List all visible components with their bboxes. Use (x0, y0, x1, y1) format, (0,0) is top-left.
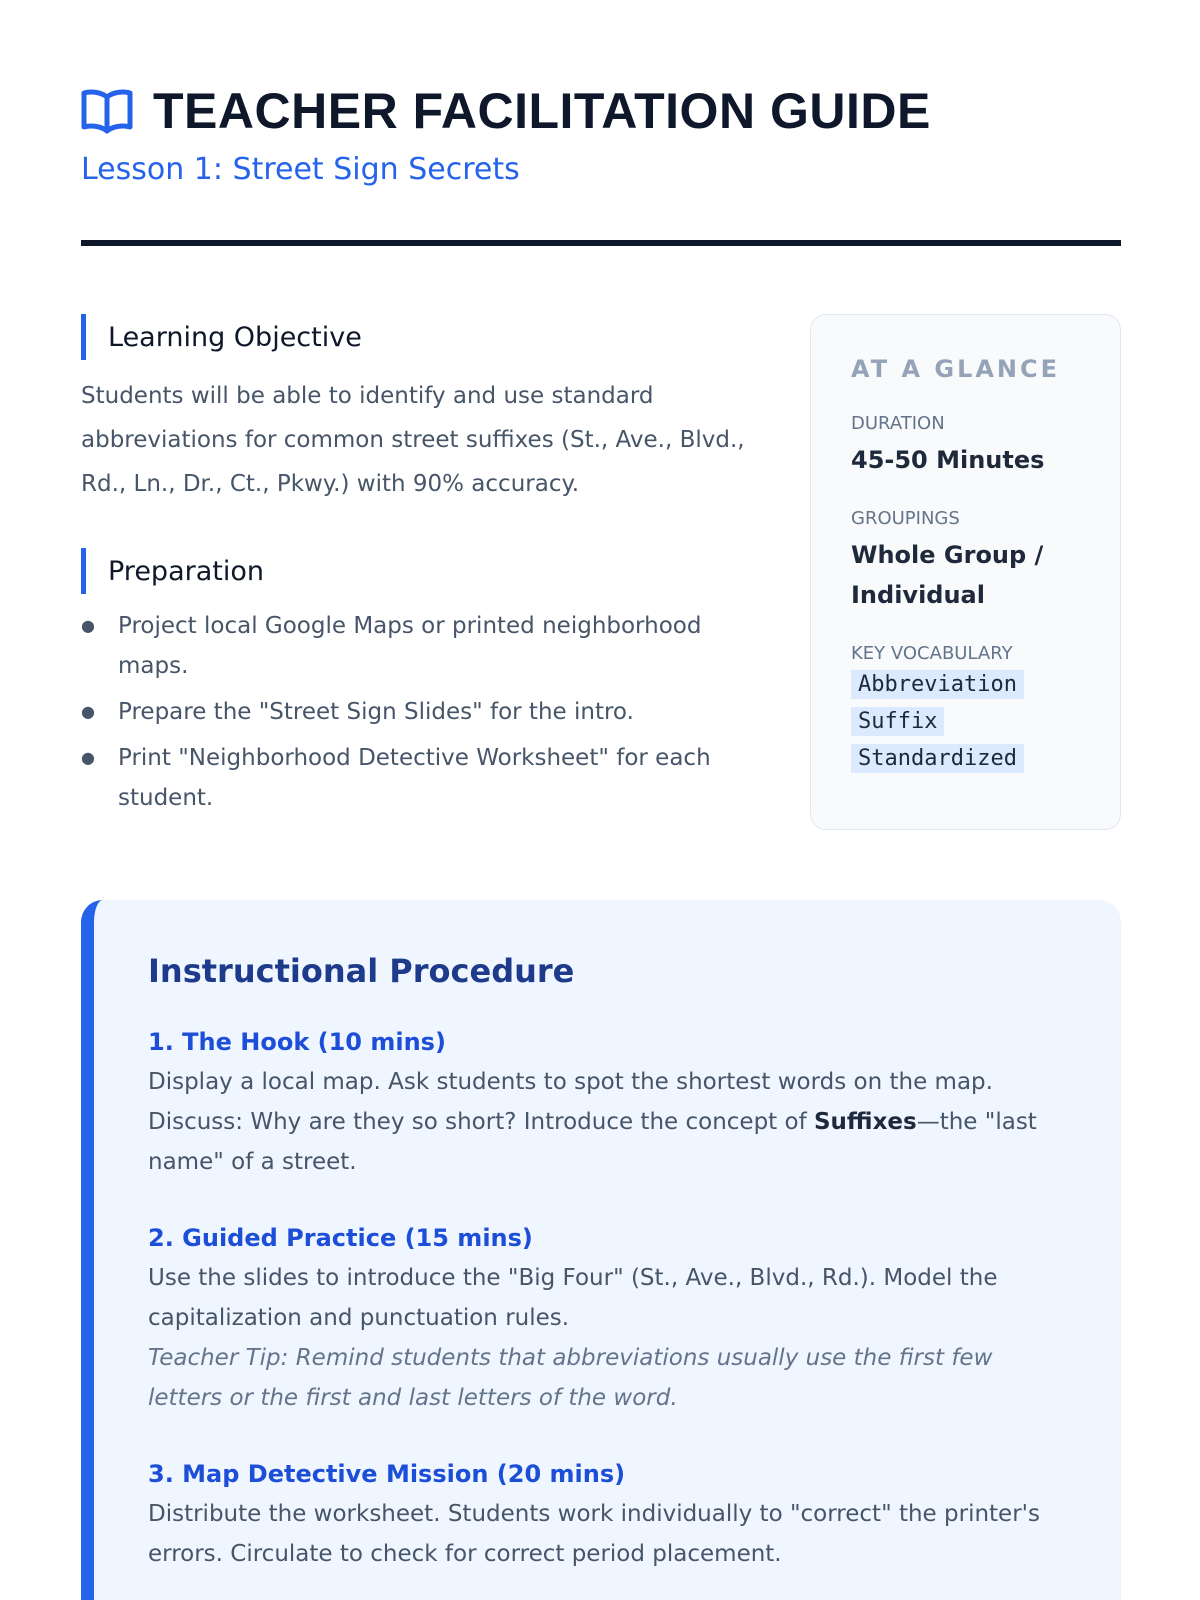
objective-heading-label: Learning Objective (108, 321, 362, 353)
step-text-part: —the "last name" of a street. (148, 1109, 1037, 1175)
procedure-step (148, 1454, 1067, 1574)
preparation-heading-label: Preparation (108, 555, 264, 587)
preparation-heading (81, 548, 751, 594)
step-text: Use the slides to introduce the "Big Four" (St., Ave., Blvd., Rd.). Model the capitalization and punctuation rules. (148, 1265, 998, 1331)
procedure-panel (81, 900, 1121, 1600)
preparation-item-text: Print "Neighborhood Detective Worksheet" for each student. (118, 745, 711, 811)
groupings-value: Whole Group / Individual (851, 541, 1044, 609)
bullet-icon: ● (81, 616, 95, 635)
book-open-icon (81, 87, 133, 135)
procedure-title: Instructional Procedure (148, 952, 575, 990)
list-item (81, 606, 751, 686)
procedure-step (148, 1022, 1067, 1182)
step-text: Distribute the worksheet. Students work individually to "correct" the printer's errors. Circulate to check for correct period placement. (148, 1501, 1040, 1567)
bullet-icon: ● (81, 748, 95, 767)
step-title: 3. Map Detective Mission (20 mins) (148, 1460, 626, 1488)
glance-title: AT A GLANCE (851, 355, 1061, 383)
left-column (81, 314, 751, 824)
preparation-item-text: Project local Google Maps or printed neighborhood maps. (118, 613, 702, 679)
vocabulary-label: KEY VOCABULARY (851, 643, 1013, 664)
step-text-bold: Suffixes (813, 1109, 917, 1135)
list-item (81, 692, 751, 732)
vocab-chip: Standardized (851, 744, 1024, 773)
teacher-tip: Teacher Tip: Remind students that abbreviations usually use the first few letters or the first and last letters of the word. (148, 1345, 993, 1411)
objective-text: Students will be able to identify and use standard abbreviations for common street suffixes (St., Ave., Blvd., Rd., Ln., Dr., Ct., Pkwy.) with 90% accuracy. (81, 383, 745, 497)
step-text (148, 1062, 1067, 1182)
groupings-label: GROUPINGS (851, 508, 960, 529)
objective-heading (81, 314, 751, 360)
step-title: 2. Guided Practice (15 mins) (148, 1224, 533, 1252)
page-title: TEACHER FACILITATION GUIDE (153, 83, 931, 139)
vocab-chip: Abbreviation (851, 670, 1024, 699)
lesson-subtitle: Lesson 1: Street Sign Secrets (81, 152, 520, 187)
title-row (81, 84, 1121, 138)
page-header (81, 84, 1121, 187)
vocab-chip: Suffix (851, 707, 944, 736)
at-a-glance-card (810, 314, 1121, 830)
header-divider (81, 240, 1121, 246)
step-title: 1. The Hook (10 mins) (148, 1028, 446, 1056)
preparation-item-text: Prepare the "Street Sign Slides" for the intro. (118, 699, 634, 725)
list-item (81, 738, 751, 818)
duration-value: 45-50 Minutes (851, 446, 1045, 474)
procedure-step (148, 1218, 1067, 1418)
vocabulary-chips (851, 670, 1080, 781)
bullet-icon: ● (81, 702, 95, 721)
duration-label: DURATION (851, 413, 945, 434)
step-text-part: Display a local map. Ask students to spot the shortest words on the map. Discuss: Why are they so short? Introduce the concept of (148, 1069, 993, 1135)
preparation-list (81, 606, 751, 818)
